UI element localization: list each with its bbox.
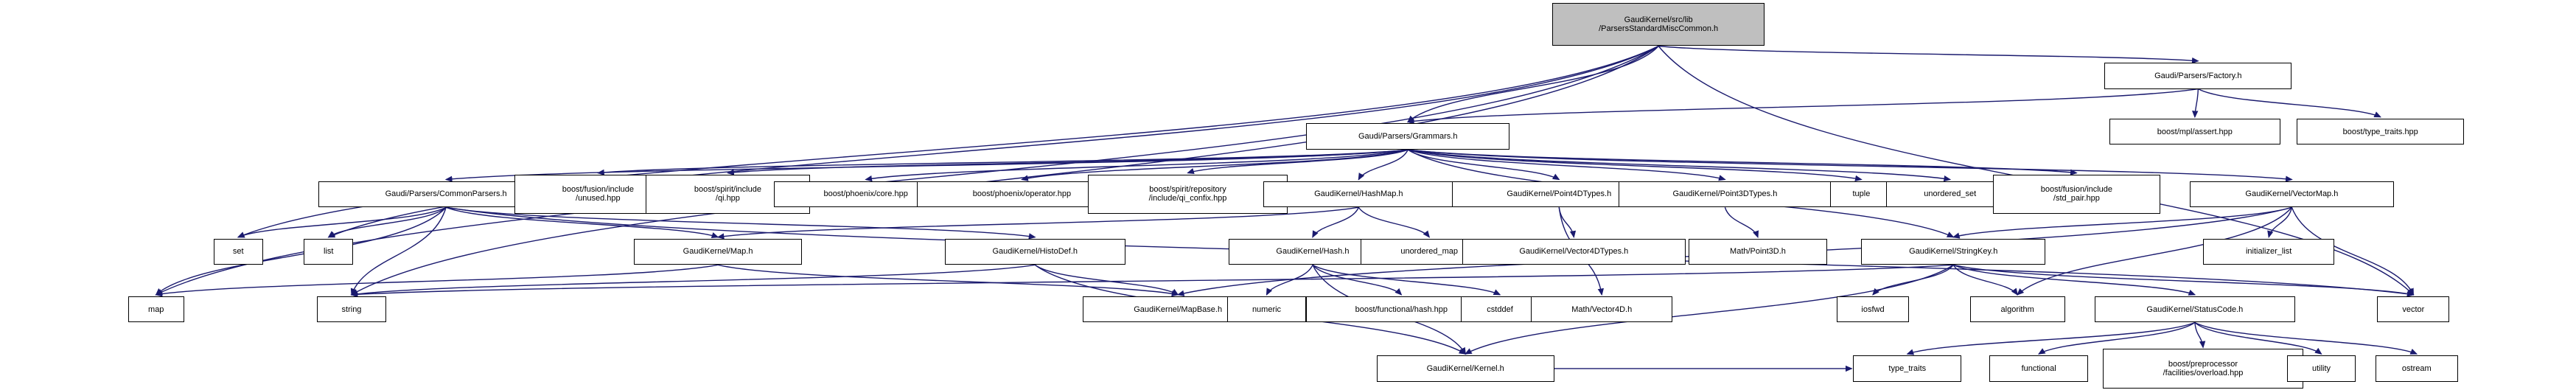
node-label-line: numeric <box>1252 304 1282 314</box>
node-label-line: Gaudi/Parsers/CommonParsers.h <box>385 189 507 199</box>
node-label-line: Math/Point3D.h <box>1730 247 1786 257</box>
node-label-line: /ParsersStandardMiscCommon.h <box>1599 24 1719 34</box>
graph-node-vector4d[interactable] <box>1462 239 1686 265</box>
node-label-line: /qi.hpp <box>715 194 740 203</box>
node-label-line: GaudiKernel/Point3DTypes.h <box>1672 189 1778 199</box>
node-label-line: GaudiKernel/StringKey.h <box>1909 247 1998 257</box>
node-label-line: boost/preprocessor <box>2168 359 2238 369</box>
node-label-line: boost/functional/hash.hpp <box>1355 304 1448 314</box>
graph-node-mpl_assert[interactable] <box>2109 119 2280 145</box>
node-label-line: cstddef <box>1487 304 1513 314</box>
graph-node-vector[interactable] <box>2377 296 2449 323</box>
node-label-line: GaudiKernel/Map.h <box>683 247 753 257</box>
node-label-line: string <box>341 304 362 314</box>
graph-node-utility[interactable] <box>2287 355 2356 382</box>
node-label-line: GaudiKernel/Vector4DTypes.h <box>1519 247 1629 257</box>
node-label-line: map <box>148 304 164 314</box>
graph-node-map_h[interactable] <box>634 239 801 265</box>
node-label-line: type_traits <box>1888 363 1927 373</box>
node-label-line: Gaudi/Parsers/Factory.h <box>2154 71 2242 80</box>
graph-node-overload[interactable] <box>2103 349 2303 389</box>
node-label-line: GaudiKernel/Kernel.h <box>1426 363 1504 373</box>
node-label-line: Math/Vector4D.h <box>1571 304 1633 314</box>
graph-node-functional[interactable] <box>1989 355 2088 382</box>
node-label-line: GaudiKernel/Point4DTypes.h <box>1507 189 1612 199</box>
node-label-line: unordered_set <box>1924 189 1977 199</box>
node-label-line: initializer_list <box>2245 247 2292 257</box>
graph-node-ostream[interactable] <box>2376 355 2457 382</box>
graph-node-initializer_list[interactable] <box>2203 239 2334 265</box>
node-label-line: vector <box>2402 304 2425 314</box>
node-label-line: GaudiKernel/VectorMap.h <box>2245 189 2339 199</box>
graph-node-map[interactable] <box>128 296 184 323</box>
graph-node-tuple[interactable] <box>1830 181 1893 208</box>
graph-node-factory[interactable] <box>2104 63 2291 89</box>
node-label-line: GaudiKernel/StatusCode.h <box>2146 304 2244 314</box>
graph-node-list[interactable] <box>304 239 353 265</box>
node-label-line: unordered_map <box>1400 247 1458 257</box>
node-label-line: utility <box>2311 363 2331 373</box>
node-label-line: /facilities/overload.hpp <box>2163 368 2244 377</box>
graph-node-fusion_stdpair[interactable] <box>1993 175 2160 215</box>
graph-node-spirit_confix[interactable] <box>1088 175 1288 215</box>
node-label-line: iosfwd <box>1861 304 1885 314</box>
node-label-line: algorithm <box>2000 304 2034 314</box>
node-label-line: GaudiKernel/HistoDef.h <box>992 247 1078 257</box>
graph-node-type_traits[interactable] <box>1853 355 1961 382</box>
node-label-line: tuple <box>1852 189 1871 199</box>
node-label-line: ostream <box>2401 363 2432 373</box>
graph-node-statuscode[interactable] <box>2095 296 2295 323</box>
graph-node-point3d[interactable] <box>1619 181 1832 208</box>
node-label-line: set <box>232 247 244 257</box>
graph-node-vectormap[interactable] <box>2190 181 2393 208</box>
node-label-line: functional <box>2021 363 2056 373</box>
graph-node-stringkey[interactable] <box>1861 239 2045 265</box>
node-label-line: GaudiKernel/src/lib <box>1624 15 1693 25</box>
node-label-line: boost/spirit/include <box>694 185 761 195</box>
graph-node-type_traits_hpp[interactable] <box>2297 119 2464 145</box>
graph-node-hashmap[interactable] <box>1263 181 1454 208</box>
node-label-line: boost/phoenix/core.hpp <box>823 189 908 199</box>
node-label-line: GaudiKernel/HashMap.h <box>1314 189 1403 199</box>
graph-node-numeric[interactable] <box>1227 296 1306 323</box>
node-label-line: boost/phoenix/operator.hpp <box>972 189 1072 199</box>
node-label-line: list <box>324 247 334 257</box>
graph-node-root[interactable] <box>1552 3 1765 46</box>
node-label-line: /include/qi_confix.hpp <box>1148 194 1227 203</box>
graph-node-string[interactable] <box>317 296 386 323</box>
graph-node-algorithm[interactable] <box>1970 296 2065 323</box>
graph-node-mathvector4d[interactable] <box>1531 296 1672 323</box>
node-label-line: /unused.hpp <box>576 194 621 203</box>
node-label-line: boost/fusion/include <box>2040 185 2112 195</box>
node-label-line: boost/type_traits.hpp <box>2342 127 2418 136</box>
graph-node-mathpoint3d[interactable] <box>1689 239 1826 265</box>
graph-node-grammars[interactable] <box>1306 123 1509 150</box>
node-label-line: boost/spirit/repository <box>1149 185 1226 195</box>
graph-node-histodef[interactable] <box>945 239 1125 265</box>
graph-node-kernel_h[interactable] <box>1377 355 1554 382</box>
node-label-line: GaudiKernel/MapBase.h <box>1134 304 1223 314</box>
node-label-line: GaudiKernel/Hash.h <box>1276 247 1350 257</box>
node-label-line: Gaudi/Parsers/Grammars.h <box>1358 132 1458 142</box>
graph-node-iosfwd[interactable] <box>1837 296 1909 323</box>
node-label-line: boost/fusion/include <box>562 185 634 195</box>
graph-node-set[interactable] <box>214 239 263 265</box>
graph-node-cstddef[interactable] <box>1461 296 1540 323</box>
node-label-line: boost/mpl/assert.hpp <box>2157 127 2233 136</box>
node-label-line: /std_pair.hpp <box>2053 194 2100 203</box>
